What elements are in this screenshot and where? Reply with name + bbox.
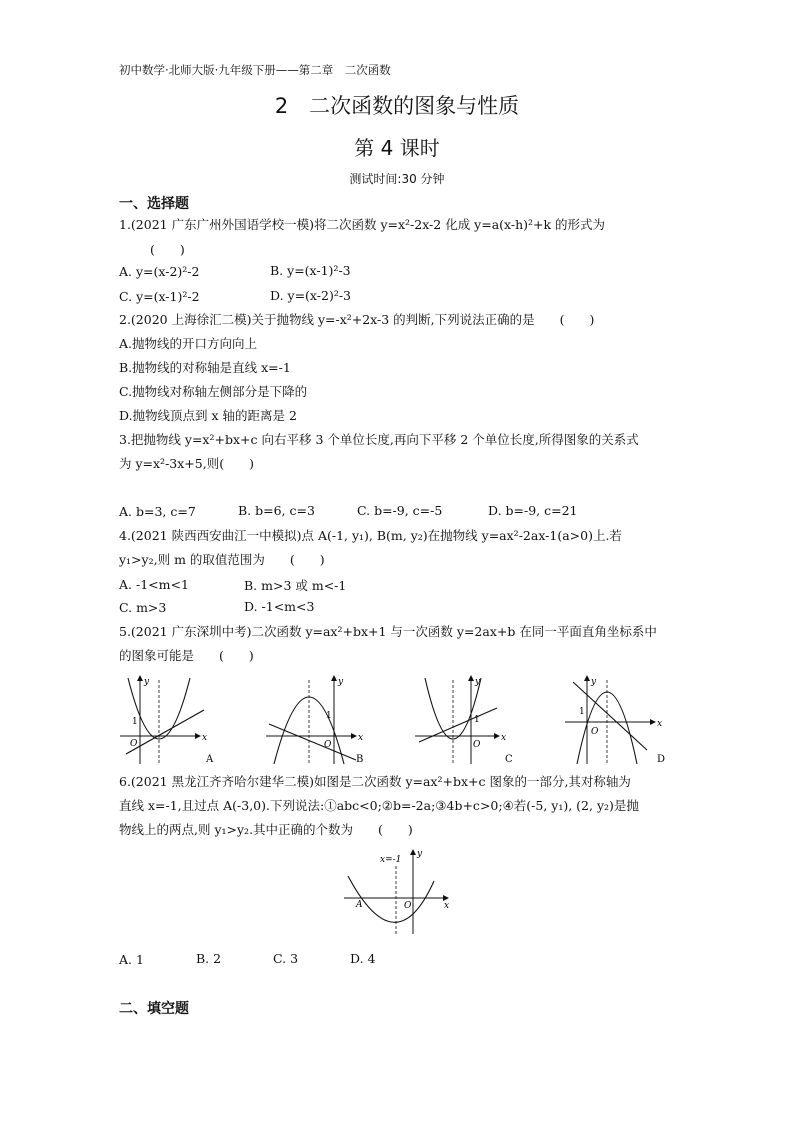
q1-option-d: D. y=(x-2)²-3 (270, 288, 352, 303)
q1-option-a: A. y=(x-2)²-2 (119, 264, 200, 279)
q6-stem-line2: 直线 x=-1,且过点 A(-3,0).下列说法:①abc<0;②b=-2a;③4b+c>0;④若(-5, y₁), (2, y₂)是抛 (119, 798, 639, 813)
q2-option-d: D.抛物线顶点到 x 轴的距离是 2 (119, 408, 297, 423)
graph-label-a: A (206, 754, 214, 765)
q6-option-c: C. 3 (273, 951, 299, 966)
q5-stem-line2: 的图象可能是 ( ) (119, 648, 254, 663)
y-label: y (144, 677, 150, 687)
origin-label: O (404, 901, 412, 911)
q4-stem-line2: y₁>y₂,则 m 的取值范围为 ( ) (119, 552, 325, 567)
x-label: x (657, 719, 663, 729)
x-label: x (501, 733, 507, 743)
y-label: y (338, 677, 344, 687)
lesson-title: 2 二次函数的图象与性质 (274, 94, 520, 118)
q6-graph (340, 846, 455, 936)
lesson-subtitle: 第 4 课时 (354, 136, 440, 160)
axis-label: x=-1 (380, 855, 402, 865)
origin-label: O (130, 739, 138, 749)
q2-option-c: C.抛物线对称轴左侧部分是下降的 (119, 384, 308, 399)
graph-label-d: D (657, 754, 666, 765)
q3-option-c: C. b=-9, c=-5 (357, 503, 443, 518)
q3-option-a: A. b=3, c=7 (119, 504, 196, 519)
origin-label: O (324, 740, 332, 750)
q5-graph-b (264, 670, 374, 767)
q2-option-b: B.抛物线的对称轴是直线 x=-1 (119, 360, 291, 375)
q6-option-a: A. 1 (119, 952, 144, 967)
origin-label: O (473, 740, 481, 750)
x-label: x (444, 901, 450, 911)
q6-stem-line3: 物线上的两点,则 y₁>y₂.其中正确的个数为 ( ) (119, 822, 413, 837)
origin-label: O (591, 727, 599, 737)
x-label: x (358, 733, 364, 743)
page-header: 初中数学·北师大版·九年级下册——第二章 二次函数 (119, 63, 391, 77)
test-time: 测试时间:30 分钟 (349, 172, 445, 186)
q4-option-c: C. m>3 (119, 600, 167, 615)
tick-one: 1 (579, 707, 585, 717)
graph-label-b: B (356, 754, 364, 765)
q5-graph-c (413, 670, 523, 767)
q6-stem-line1: 6.(2021 黑龙江齐齐哈尔建华二模)如图是二次函数 y=ax²+bx+c 图象的一部分,其对称轴为 (119, 774, 631, 789)
q3-stem-line1: 3.把抛物线 y=x²+bx+c 向右平移 3 个单位长度,再向下平移 2 个单位长度,所得图象的关系式 (119, 432, 639, 447)
point-a-label: A (356, 900, 363, 910)
y-label: y (475, 677, 481, 687)
q4-option-a: A. -1<m<1 (119, 577, 189, 592)
y-label: y (417, 849, 423, 859)
tick-one: 1 (474, 715, 480, 725)
q1-stem: 1.(2021 广东广州外国语学校一模)将二次函数 y=x²-2x-2 化成 y=a(x-h)²+k 的形式为 (119, 217, 606, 232)
graph-label-c: C (505, 754, 513, 765)
q3-option-b: B. b=6, c=3 (238, 503, 315, 518)
q5-stem-line1: 5.(2021 广东深圳中考)二次函数 y=ax²+bx+1 与一次函数 y=2ax+b 在同一平面直角坐标系中 (119, 624, 657, 639)
tick-one: 1 (132, 717, 138, 727)
q2-stem: 2.(2020 上海徐汇二模)关于抛物线 y=-x²+2x-3 的判断,下列说法正确的是 ( ) (119, 312, 595, 327)
section-choice: 一、选择题 (119, 196, 189, 212)
q3-stem-line2: 为 y=x²-3x+5,则( ) (119, 456, 254, 471)
q1-option-b: B. y=(x-1)²-3 (270, 263, 351, 278)
line (269, 724, 356, 760)
x-label: x (202, 733, 208, 743)
q6-option-b: B. 2 (196, 951, 222, 966)
q1-paren: ( ) (150, 242, 185, 257)
section-fill-in: 二、填空题 (119, 1001, 189, 1017)
q1-option-c: C. y=(x-1)²-2 (119, 289, 200, 304)
q5-graph-d (563, 670, 673, 767)
q5-graph-a (118, 670, 228, 767)
q4-option-b: B. m>3 或 m<-1 (244, 578, 347, 593)
q2-option-a: A.抛物线的开口方向向上 (119, 336, 258, 351)
q4-option-d: D. -1<m<3 (244, 599, 315, 614)
q3-option-d: D. b=-9, c=21 (488, 503, 578, 518)
q4-stem-line1: 4.(2021 陕西西安曲江一中模拟)点 A(-1, y₁), B(m, y₂)在抛物线 y=ax²-2ax-1(a>0)上.若 (119, 528, 622, 543)
y-label: y (591, 677, 597, 687)
q6-option-d: D. 4 (350, 951, 376, 966)
tick-one: 1 (326, 711, 332, 721)
